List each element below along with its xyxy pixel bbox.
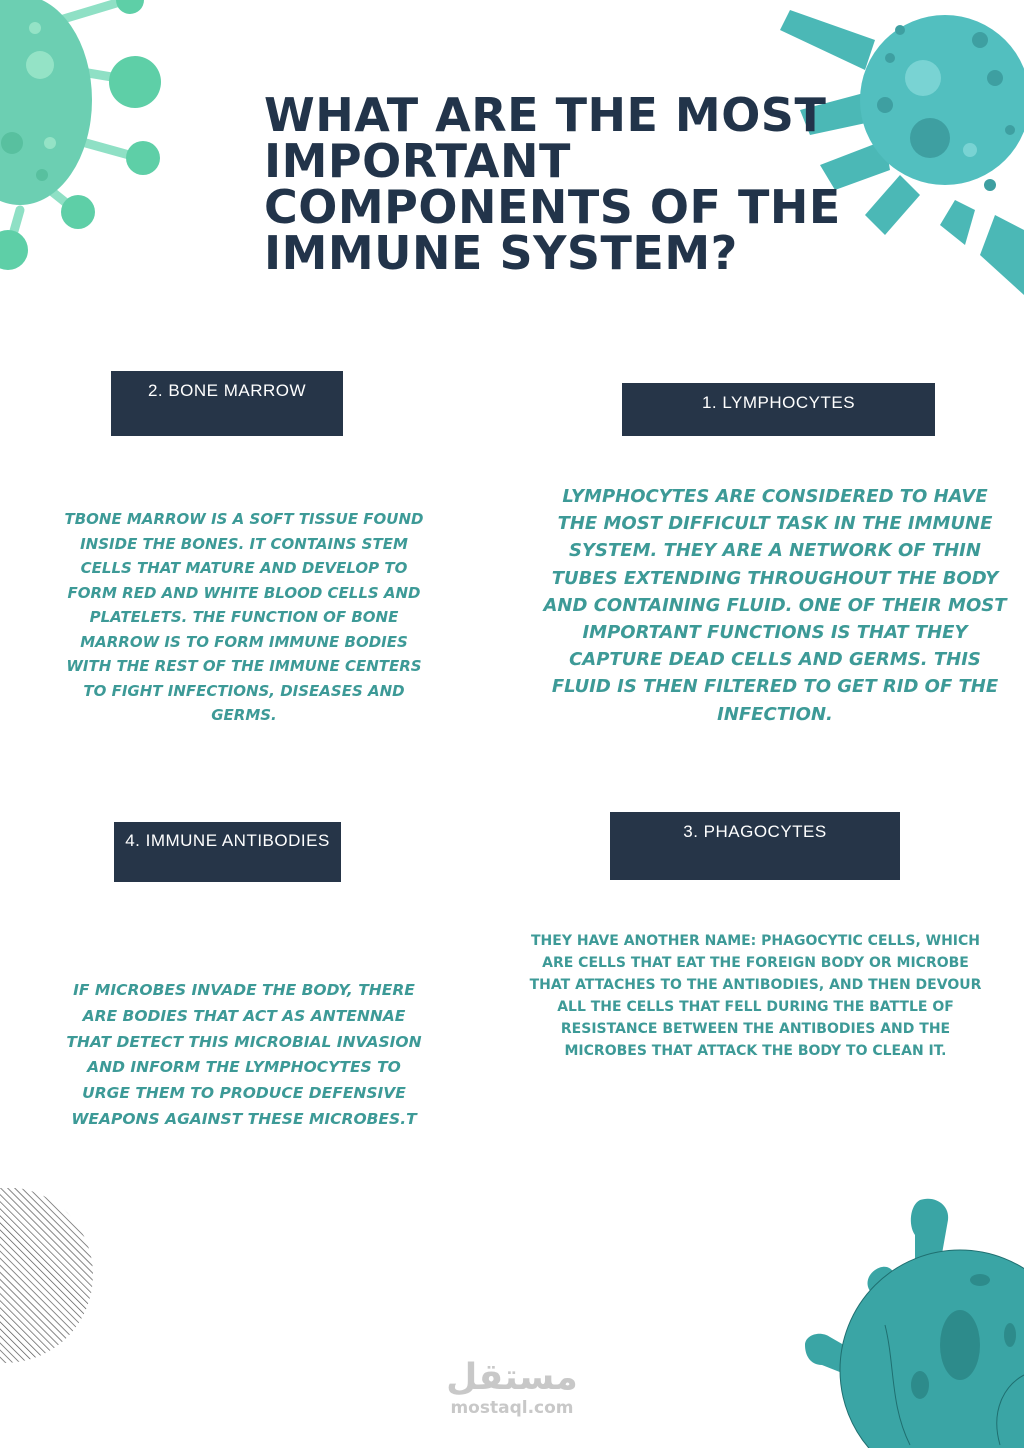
watermark-domain: mostaql.com [450,1398,574,1418]
virus-icon-top-left [0,0,170,290]
bone-marrow-description: TBONE MARROW IS A SOFT TISSUE FOUND INSIDE THE BONES. IT CONTAINS STEM CELLS THAT MATURE AND DEVELOP TO FORM RED AND WHITE BLOOD CELLS AND PLATELETS. THE FUNCTION OF BONE MARROW IS TO FORM IMMUNE BODIES WITH THE REST OF THE IMMUNE CENTERS TO FIGHT INFECTIONS, DISEASES AND GERMS. [64,510,424,724]
phagocytes-description: THEY HAVE ANOTHER NAME: PHAGOCYTIC CELLS, WHICH ARE CELLS THAT EAT THE FOREIGN BODY OR MICROBE THAT ATTACHES TO THE ANTIBODIES, AND THEN DEVOUR ALL THE CELLS THAT FELL DURING THE BATTLE OF RESISTANCE BETWEEN THE ANTIBODIES AND THE MICROBES THAT ATTACK THE BODY TO CLEAN IT. [529,933,982,1059]
label-phagocytes [610,812,900,880]
label-bone-marrow-text: 2. BONE MARROW [147,381,307,400]
antibodies-description: IF MICROBES INVADE THE BODY, THERE ARE BODIES THAT ACT AS ANTENNAE THAT DETECT THIS MICROBIAL INVASION AND INFORM THE LYMPHOCYTES TO URGE THEM TO PRODUCE DEFENSIVE WEAPONS AGAINST THESE MICROBES.T [66,981,422,1128]
label-immune-antibodies-text: 4. IMMUNE ANTIBODIES [125,831,330,850]
page-title: WHAT ARE THE MOST IMPORTANT COMPONENTS OF THE IMMUNE SYSTEM? [264,88,841,280]
striped-circle-decoration [0,1188,100,1363]
label-bone-marrow [111,371,343,436]
label-immune-antibodies [114,822,341,882]
lymphocytes-description: LYMPHOCYTES ARE CONSIDERED TO HAVE THE MOST DIFFICULT TASK IN THE IMMUNE SYSTEM. THEY ARE A NETWORK OF THIN TUBES EXTENDING THROUGHOUT THE BODY AND CONTAINING FLUID. ONE OF THEIR MOST IMPORTANT FUNCTIONS IS THAT THEY CAPTURE DEAD CELLS AND GERMS. THIS FLUID IS THEN FILTERED TO GET RID OF THE INFECTION. [543,486,1007,725]
label-lymphocytes-text: 1. LYMPHOCYTES [701,393,856,412]
label-lymphocytes [622,383,935,436]
watermark-arabic: مستقل [446,1357,578,1398]
label-phagocytes-text: 3. PHAGOCYTES [683,822,827,841]
